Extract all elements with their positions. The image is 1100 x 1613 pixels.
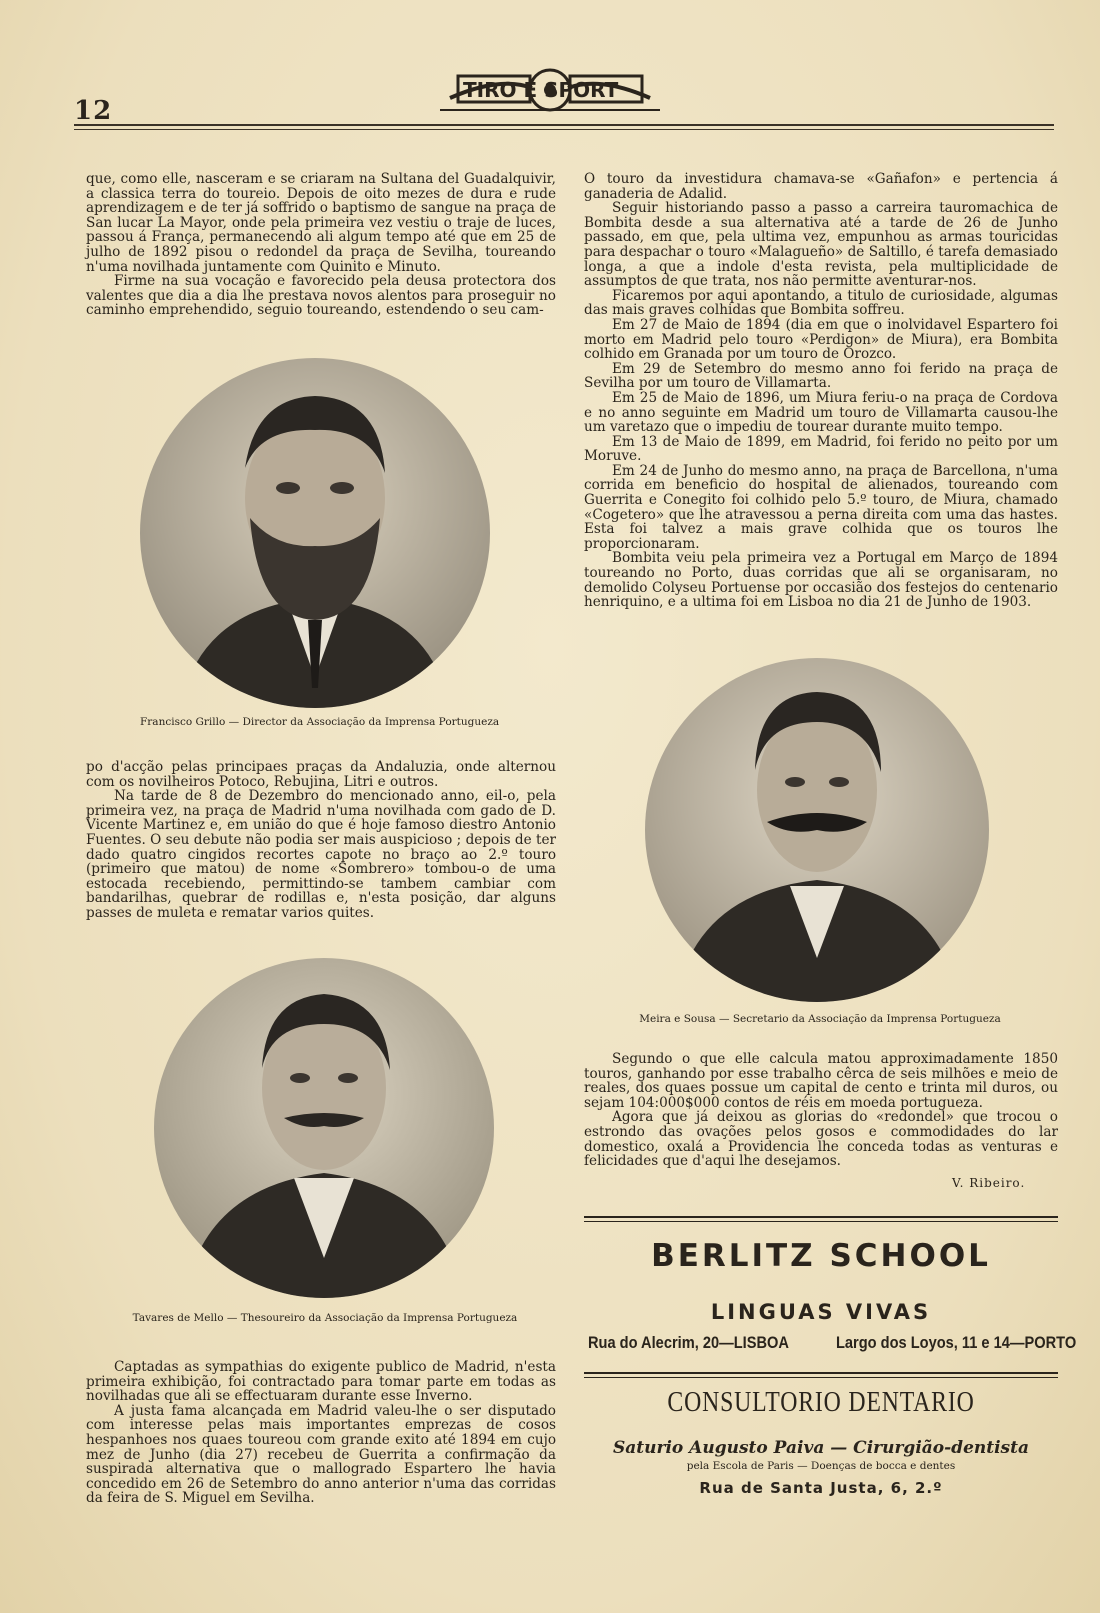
- paragraph: Em 13 de Maio de 1899, em Madrid, foi ferido no peito por um Moruve.: [584, 433, 1058, 465]
- left-column-middle: [86, 760, 556, 921]
- right-column-bottom: [584, 1052, 1058, 1169]
- paragraph: Em 29 de Setembro do mesmo anno foi ferido na praça de Sevilha por um touro de Villamarta.: [584, 360, 1058, 392]
- paragraph: Em 27 de Maio de 1894 (dia em que o inolvidavel Espartero foi morto em Madrid pelo touro «Perdigon» de Miura), era Bombita colhido em Granada por um touro de Orozco.: [584, 316, 1058, 363]
- paragraph: po d'acção pelas principaes praças da Andaluzia, onde alternou com os novilheiros Potoco, Rebujina, Litri e outros.: [86, 759, 556, 790]
- ad-rule-thin: [584, 1221, 1058, 1222]
- paragraph: Em 25 de Maio de 1896, um Miura feriu-o na praça de Cordova e no anno seguinte em Madrid um touro de Villamarta causou-lhe um varetazo que o impediu de tourear durante muito tempo.: [584, 389, 1058, 436]
- portrait-francisco-grillo: [140, 358, 490, 708]
- left-column-bottom: [86, 1360, 556, 1506]
- portrait-photo: [154, 958, 494, 1298]
- masthead-logo: [440, 58, 660, 120]
- portrait-caption: Tavares de Mello — Thesoureiro da Associação da Imprensa Portugueza: [132, 1312, 518, 1324]
- left-column-top: [86, 172, 556, 318]
- paragraph: Firme na sua vocação e favorecido pela deusa protectora dos valentes que dia a dia lhe prestava novos alentos para proseguir no caminho emprehendido, seguio toureando, estendendo o seu cam-: [86, 273, 556, 319]
- berlitz-title: BERLITZ SCHOOL: [651, 1238, 991, 1274]
- dental-address: Rua de Santa Justa, 6, 2.º: [699, 1479, 943, 1497]
- paragraph: que, como elle, nasceram e se criaram na Sultana del Guadalquivir, a classica terra do toureio. Depois de oito mezes de dura e rude aprendizagem e de ter já soffrido o baptismo de sangue na praça de San lucar La Mayor, onde pela primeira vez vestiu o traje de luces, passou á França, permanecendo ali algum tempo até que em 25 de julho de 1892 pisou o redondel da praça de Sevilha, toureando n'uma novilhada juntamente com Quinito e Minuto.: [86, 171, 556, 275]
- masthead-text: TIRO E SPORT: [463, 78, 619, 102]
- ad-rule-thin: [584, 1377, 1058, 1378]
- paragraph: Captadas as sympathias do exigente publico de Madrid, n'esta primeira exhibição, foi contractado para tomar parte em todas as novilhadas que ali se effectuaram durante esse Inverno.: [86, 1359, 556, 1405]
- header-rule: [74, 124, 1054, 126]
- berlitz-address-lisboa: Rua do Alecrim, 20—LISBOA: [588, 1333, 789, 1352]
- right-column-top: [584, 172, 1058, 610]
- paragraph: A justa fama alcançada em Madrid valeu-lhe o ser disputado com interesse pelas mais importantes emprezas de cosos hespanhoes nos quaes toureou com grande exito até 1894 em cujo mez de Junho (dia 27) recebeu de Guerrita a confirmação da suspirada alternativa que o mallogrado Espartero lhe havia concedido em 26 de Setembro do anno anterior n'uma das corridas da feira de S. Miguel em Sevilha.: [86, 1402, 556, 1507]
- paragraph: Bombita veiu pela primeira vez a Portugal em Março de 1894 toureando no Porto, duas corridas que ali se organisaram, no demolido Colyseu Portuense por occasião dos festejos do centenario henriquino, e a ultima foi em Lisboa no dia 21 de Junho de 1903.: [584, 550, 1058, 611]
- paragraph: Em 24 de Junho do mesmo anno, na praça de Barcellona, n'uma corrida em beneficio do hospital de alienados, toureando com Guerrita e Conegito foi colhido pelo 5.º touro, de Miura, chamado «Cogetero» que lhe atravessou a perna direita com uma das hastes. Esta foi talvez a mais grave colhida que os touros lhe proporcionaram.: [584, 462, 1058, 552]
- ad-rule: [584, 1372, 1058, 1374]
- portrait-tavares-de-mello: [154, 958, 494, 1298]
- paragraph: Seguir historiando passo a passo a carreira tauromachica de Bombita desde a sua alternativa até a tarde de 26 de Junho passado, em que, pela ultima vez, empunhou as armas touricidas para despachar o touro «Malagueño» de Saltillo, é tarefa demasiado longa, a que a indole d'esta revista, pela multiplicidade de assumptos de que trata, nos não permitte aventurar-nos.: [584, 200, 1058, 290]
- paragraph: Agora que já deixou as glorias do «redondel» que trocou o estrondo das ovações pelos gosos e commodidades do lar domestico, oxalá a Providencia lhe conceda todas as venturas e felicidades que d'aqui lhe desejamos.: [584, 1109, 1058, 1170]
- dental-school: pela Escola de Paris — Doenças de bocca e dentes: [686, 1460, 956, 1472]
- paragraph: Na tarde de 8 de Dezembro do mencionado anno, eil-o, pela primeira vez, na praça de Madrid n'uma novilhada com gado de D. Vicente Martinez e, em união do que é hoje famoso diestro Antonio Fuentes. O seu debute não podia ser mais auspicioso ; depois de ter dado quatro cingidos recortes capote no braço ao 2.º touro (primeiro que matou) de nome «Sombrero» tombou-o de uma estocada recebiendo, permittindo-se tambem cambiar com bandarilhas, quebrar de rodillas e, n'esta posição, dar alguns passes de muleta e rematar varios quites.: [86, 788, 556, 921]
- paragraph: O touro da investidura chamava-se «Gañafon» e pertencia á ganaderia de Adalid.: [584, 171, 1058, 202]
- paragraph: Ficaremos por aqui apontando, a titulo de curiosidade, algumas das mais graves colhidas que Bombita soffreu.: [584, 287, 1058, 319]
- portrait-caption: Meira e Sousa — Secretario da Associação da Imprensa Portugueza: [639, 1013, 1001, 1025]
- page-number: 12: [74, 96, 113, 126]
- portrait-photo: [140, 358, 490, 708]
- portrait-caption: Francisco Grillo — Director da Associação da Imprensa Portugueza: [140, 716, 500, 728]
- portrait-photo: [645, 658, 989, 1002]
- portrait-meira-e-sousa: [645, 658, 989, 1002]
- ad-rule: [584, 1216, 1058, 1218]
- author-signature: V. Ribeiro.: [952, 1176, 1026, 1190]
- dental-dentist-name: Saturio Augusto Paiva — Cirurgião-dentista: [612, 1438, 1029, 1458]
- dental-title: CONSULTORIO DENTARIO: [667, 1386, 975, 1418]
- paragraph: Segundo o que elle calcula matou approximadamente 1850 touros, ganhando por esse trabalho cêrca de seis milhões e meio de reales, dos quaes possue um capital de cento e trinta mil duros, ou sejam 104:000$000 contos de réis em moeda portugueza.: [584, 1051, 1058, 1111]
- berlitz-address-porto: Largo dos Loyos, 11 e 14—PORTO: [836, 1333, 1077, 1352]
- berlitz-subtitle: LINGUAS VIVAS: [710, 1300, 932, 1324]
- header-rule-thin: [74, 129, 1054, 130]
